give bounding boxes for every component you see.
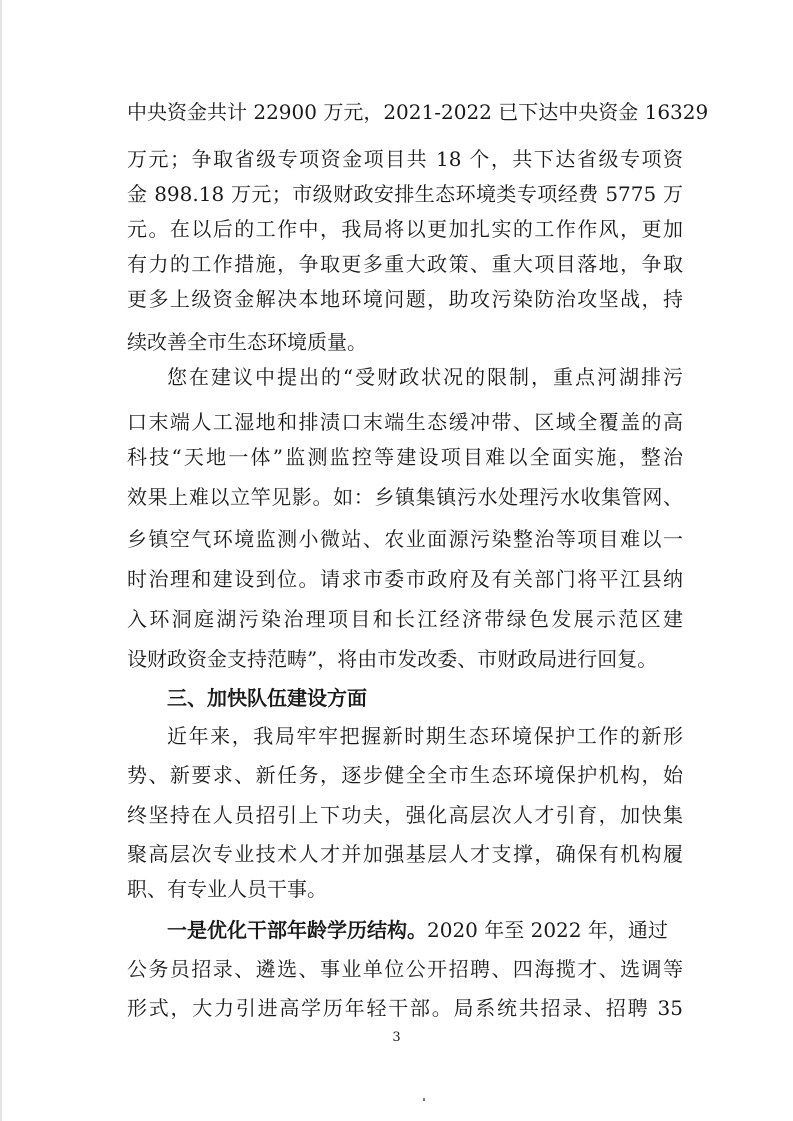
paragraph-line: 终坚持在人员招引上下功夫，强化高层次人才引育，加快集	[127, 803, 683, 827]
paragraph-line: 公务员招录、遴选、事业单位公开招聘、四海揽才、选调等	[127, 957, 683, 981]
paragraph-line: 乡镇空气环境监测小微站、农业面源污染整治等项目难以一	[127, 527, 683, 551]
paragraph-line: 职、有专业人员干事。	[127, 877, 327, 901]
paragraph-line: 势、新要求、新任务，逐步健全全市生态环境保护机构，始	[127, 763, 683, 787]
paragraph-line: 金 898.18 万元；市级财政安排生态环境类专项经费 5775 万	[127, 182, 683, 206]
scan-edge-shadow	[0, 0, 2, 1121]
paragraph-line: 更多上级资金解决本地环境问题，助攻污染防治攻坚战，持	[127, 287, 683, 311]
lead-phrase: 一是优化干部年龄学历结构。	[167, 918, 427, 942]
paragraph-text: 2020 年至 2022 年，通过	[427, 918, 668, 942]
paragraph-line: 效果上难以立竿见影。如：乡镇集镇污水处理污水收集管网、	[127, 485, 683, 509]
paragraph-line: 您在建议中提出的“受财政状况的限制，重点河湖排污	[167, 365, 683, 389]
paragraph-line: 形式，大力引进高学历年轻干部。局系统共招录、招聘 35	[127, 996, 683, 1020]
paragraph-line-mixed	[167, 916, 683, 944]
paragraph-line: 时治理和建设到位。请求市委市政府及有关部门将平江县纳	[127, 567, 683, 591]
paragraph-line: 科技“天地一体”监测监控等建设项目难以全面实施，整治	[127, 445, 683, 469]
paragraph-line: 元。在以后的工作中，我局将以更加扎实的工作作风，更加	[127, 217, 683, 241]
paragraph-line: 设财政资金支持范畴”，将由市发改委、市财政局进行回复。	[127, 647, 658, 671]
scan-speck	[423, 1098, 425, 1101]
paragraph-line: 有力的工作措施，争取更多重大政策、重大项目落地，争取	[127, 252, 683, 276]
paragraph-line: 近年来，我局牢牢把握新时期生态环境保护工作的新形	[167, 724, 683, 748]
section-heading: 三、加快队伍建设方面	[167, 686, 367, 710]
paragraph-line: 入环洞庭湖污染治理项目和长江经济带绿色发展示范区建	[127, 607, 683, 631]
page-number: 3	[392, 1030, 401, 1045]
paragraph-line: 聚高层次专业技术人才并加强基层人才支撑，确保有机构履	[127, 842, 683, 866]
paragraph-line: 续改善全市生态环境质量。	[127, 330, 367, 354]
paragraph-line: 万元；争取省级专项资金项目共 18 个，共下达省级专项资	[127, 147, 683, 171]
paragraph-line: 口末端人工湿地和排渍口末端生态缓冲带、区域全覆盖的高	[127, 410, 683, 434]
paragraph-line: 中央资金共计 22900 万元，2021-2022 已下达中央资金 16329	[127, 100, 709, 124]
